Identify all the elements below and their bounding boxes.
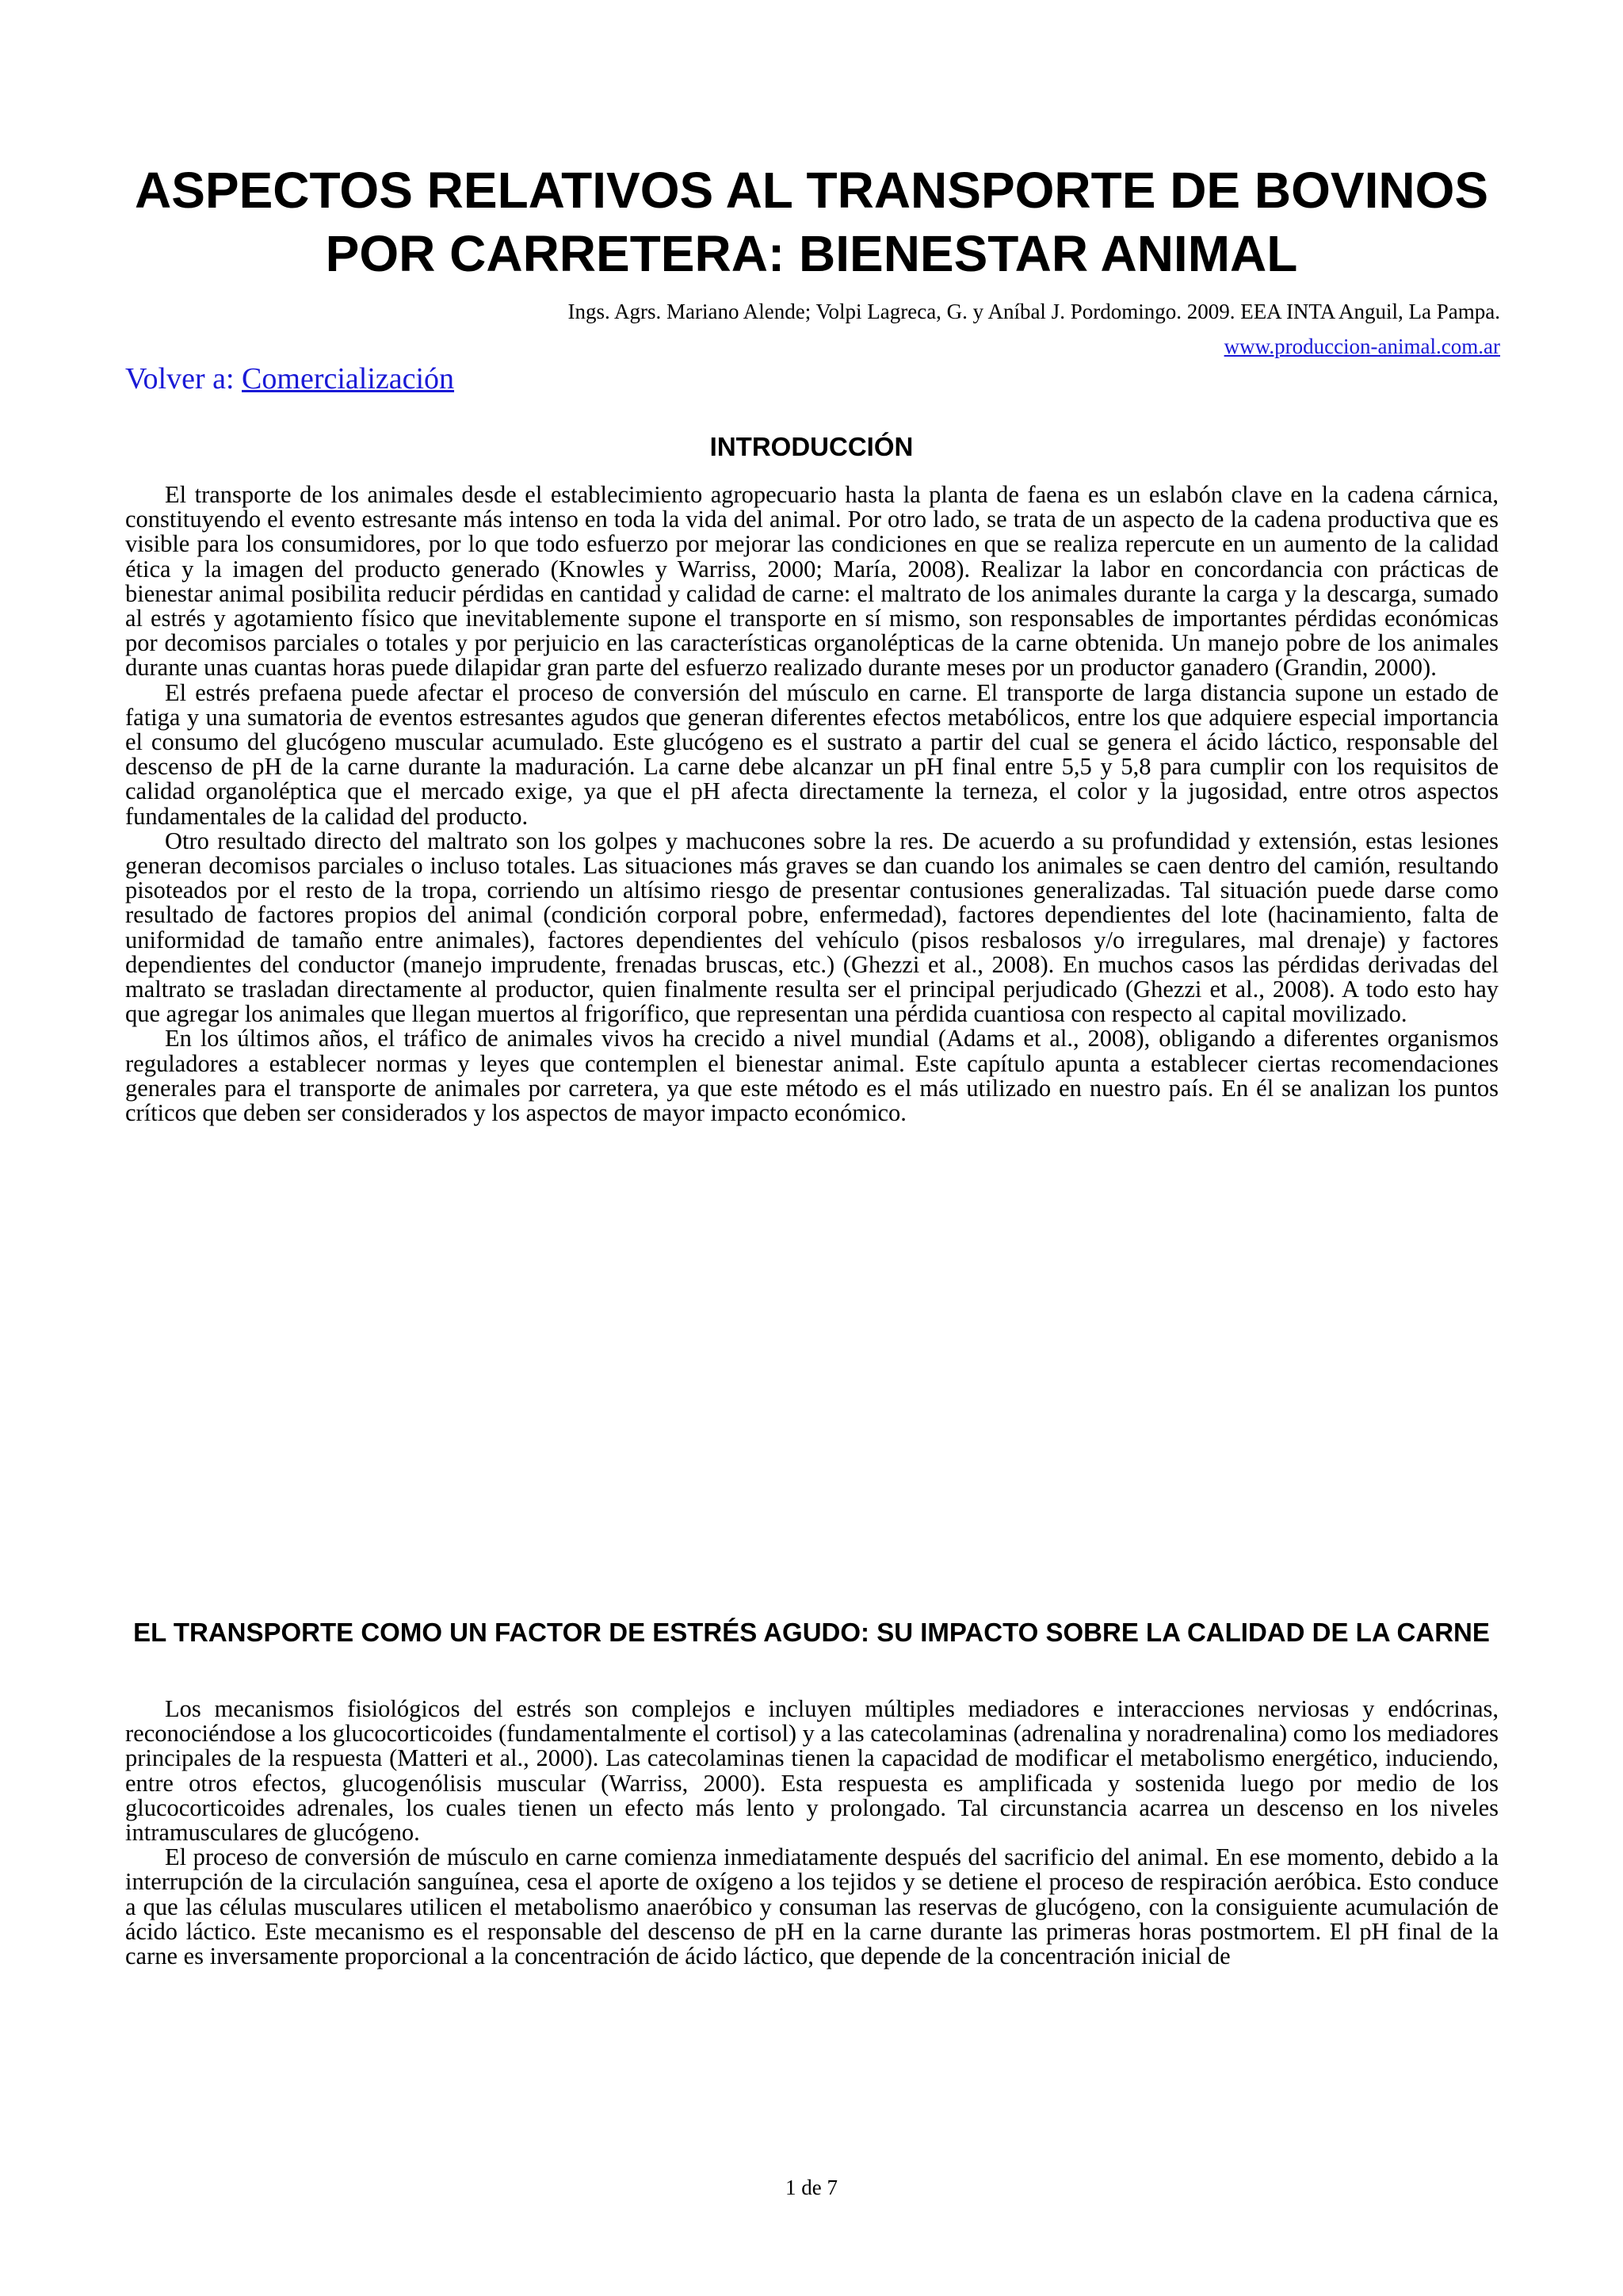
section-heading-transporte-estres: EL TRANSPORTE COMO UN FACTOR DE ESTRÉS AGUDO: SU IMPACTO SOBRE LA CALIDAD DE LA CARNE (133, 1618, 1490, 1647)
document-title: ASPECTOS RELATIVOS AL TRANSPORTE DE BOVINOS POR CARRETERA: BIENESTAR ANIMAL (134, 162, 1489, 282)
back-navigation (125, 360, 454, 398)
author-byline: Ings. Agrs. Mariano Alende; Volpi Lagreca, G. y Aníbal J. Pordomingo. 2009. EEA INTA Anguil, La Pampa. (567, 300, 1500, 323)
paragraph: En los últimos años, el tráfico de animales vivos ha crecido a nivel mundial (Adams et al., 2008), obligando a diferentes organismos reguladores a establecer normas y leyes que contemplen el bienestar animal. Este capítulo apunta a establecer ciertas recomendaciones generales para el transporte de animales por carretera, ya que este método es el más utilizado en nuestro país. En él se analizan los puntos críticos que deben ser considerados y los aspectos de mayor impacto económico. (125, 1025, 1499, 1127)
section-heading-introduccion: INTRODUCCIÓN (709, 432, 914, 461)
paragraph: Otro resultado directo del maltrato son los golpes y machucones sobre la res. De acuerdo a su profundidad y extensión, estas lesiones generan decomisos parciales o incluso totales. Las situaciones más graves se dan cuando los animales se caen dentro del camión, resultando pisoteados por el resto de la tropa, corriendo un altísimo riesgo de presentar contusiones generalizadas. Tal situación puede darse como resultado de factores propios del animal (condición corporal pobre, enfermedad), factores dependientes del lote (hacinamiento, falta de uniformidad de tamaño entre animales), factores dependientes del vehículo (pisos resbalosos y/o irregulares, mal drenaje) y factores dependientes del conductor (manejo imprudente, frenadas bruscas, etc.) (Ghezzi et al., 2008). En muchos casos las pérdidas derivadas del maltrato se trasladan directamente al productor, quien finalmente resulta ser el principal perjudicado (Ghezzi et al., 2008). A todo esto hay que agregar los animales que llegan muertos al frigorífico, que representan una pérdida cuantiosa con respecto al capital movilizado. (125, 827, 1499, 1028)
section-body-transporte-estres (125, 1697, 1499, 1969)
back-label: Volver a: (125, 362, 242, 395)
page-number: 1 de 7 (785, 2176, 838, 2199)
paragraph: El transporte de los animales desde el establecimiento agropecuario hasta la planta de faena es un eslabón clave en la cadena cárnica, constituyendo el evento estresante más intenso en toda la vida del animal. Por otro lado, se trata de un aspecto de la cadena productiva que es visible para los consumidores, por lo que todo esfuerzo por mejorar las condiciones en que se realiza repercute en un aumento de la calidad ética y la imagen del producto generado (Knowles y Warriss, 2000; María, 2008). Realizar la labor en concordancia con prácticas de bienestar animal posibilita reducir pérdidas en cantidad y calidad de carne: el maltrato de los animales durante la carga y la descarga, sumado al estrés y agotamiento físico que inevitablemente supone el transporte en sí mismo, son responsables de importantes pérdidas económicas por decomisos parciales o totales y por perjuicio en las características organolépticas de la carne obtenida. Un manejo pobre de los animales durante unas cuantas horas puede dilapidar gran parte del esfuerzo realizado durante meses por un productor ganadero (Grandin, 2000). (125, 481, 1499, 682)
section-body-introduccion (125, 483, 1499, 1125)
back-link-comercializacion[interactable]: Comercialización (242, 362, 455, 395)
site-link[interactable]: www.produccion-animal.com.ar (1224, 334, 1500, 358)
paragraph: El proceso de conversión de músculo en carne comienza inmediatamente después del sacrificio del animal. En ese momento, debido a la interrupción de la circulación sanguínea, cesa el aporte de oxígeno a los tejidos y se detiene el proceso de respiración aeróbica. Esto conduce a que las células musculares utilicen el metabolismo anaeróbico y consuman las reservas de glucógeno, con la consiguiente acumulación de ácido láctico. Este mecanismo es el responsable del descenso de pH en la carne durante las primeras horas postmortem. El pH final de la carne es inversamente proporcional a la concentración de ácido láctico, que depende de la concentración inicial de (125, 1843, 1499, 1970)
paragraph: El estrés prefaena puede afectar el proceso de conversión del músculo en carne. El transporte de larga distancia supone un estado de fatiga y una sumatoria de eventos estresantes agudos que generan diferentes efectos metabólicos, entre los que adquiere especial importancia el consumo del glucógeno muscular acumulado. Este glucógeno es el sustrato a partir del cual se genera el ácido láctico, responsable del descenso de pH de la carne durante la maduración. La carne debe alcanzar un pH final entre 5,5 y 5,8 para cumplir con los requisitos de calidad organoléptica que el mercado exige, ya que el pH afecta directamente la terneza, el color y la jugosidad, entre otros aspectos fundamentales de la calidad del producto. (125, 678, 1499, 830)
paragraph: Los mecanismos fisiológicos del estrés son complejos e incluyen múltiples mediadores e interacciones nerviosas y endócrinas, reconociéndose a los glucocorticoides (fundamentalmente el cortisol) y a las catecolaminas (adrenalina y noradrenalina) como los mediadores principales de la respuesta (Matteri et al., 2000). Las catecolaminas tienen la capacidad de modificar el metabolismo energético, induciendo, entre otros efectos, glucogenólisis muscular (Warriss, 2000). Esta respuesta es amplificada y sostenida luego por medio de los glucocorticoides adrenales, los cuales tienen un efecto más lento y prolongado. Tal circunstancia acarrea un descenso en los niveles intramusculares de glucógeno. (125, 1695, 1499, 1847)
